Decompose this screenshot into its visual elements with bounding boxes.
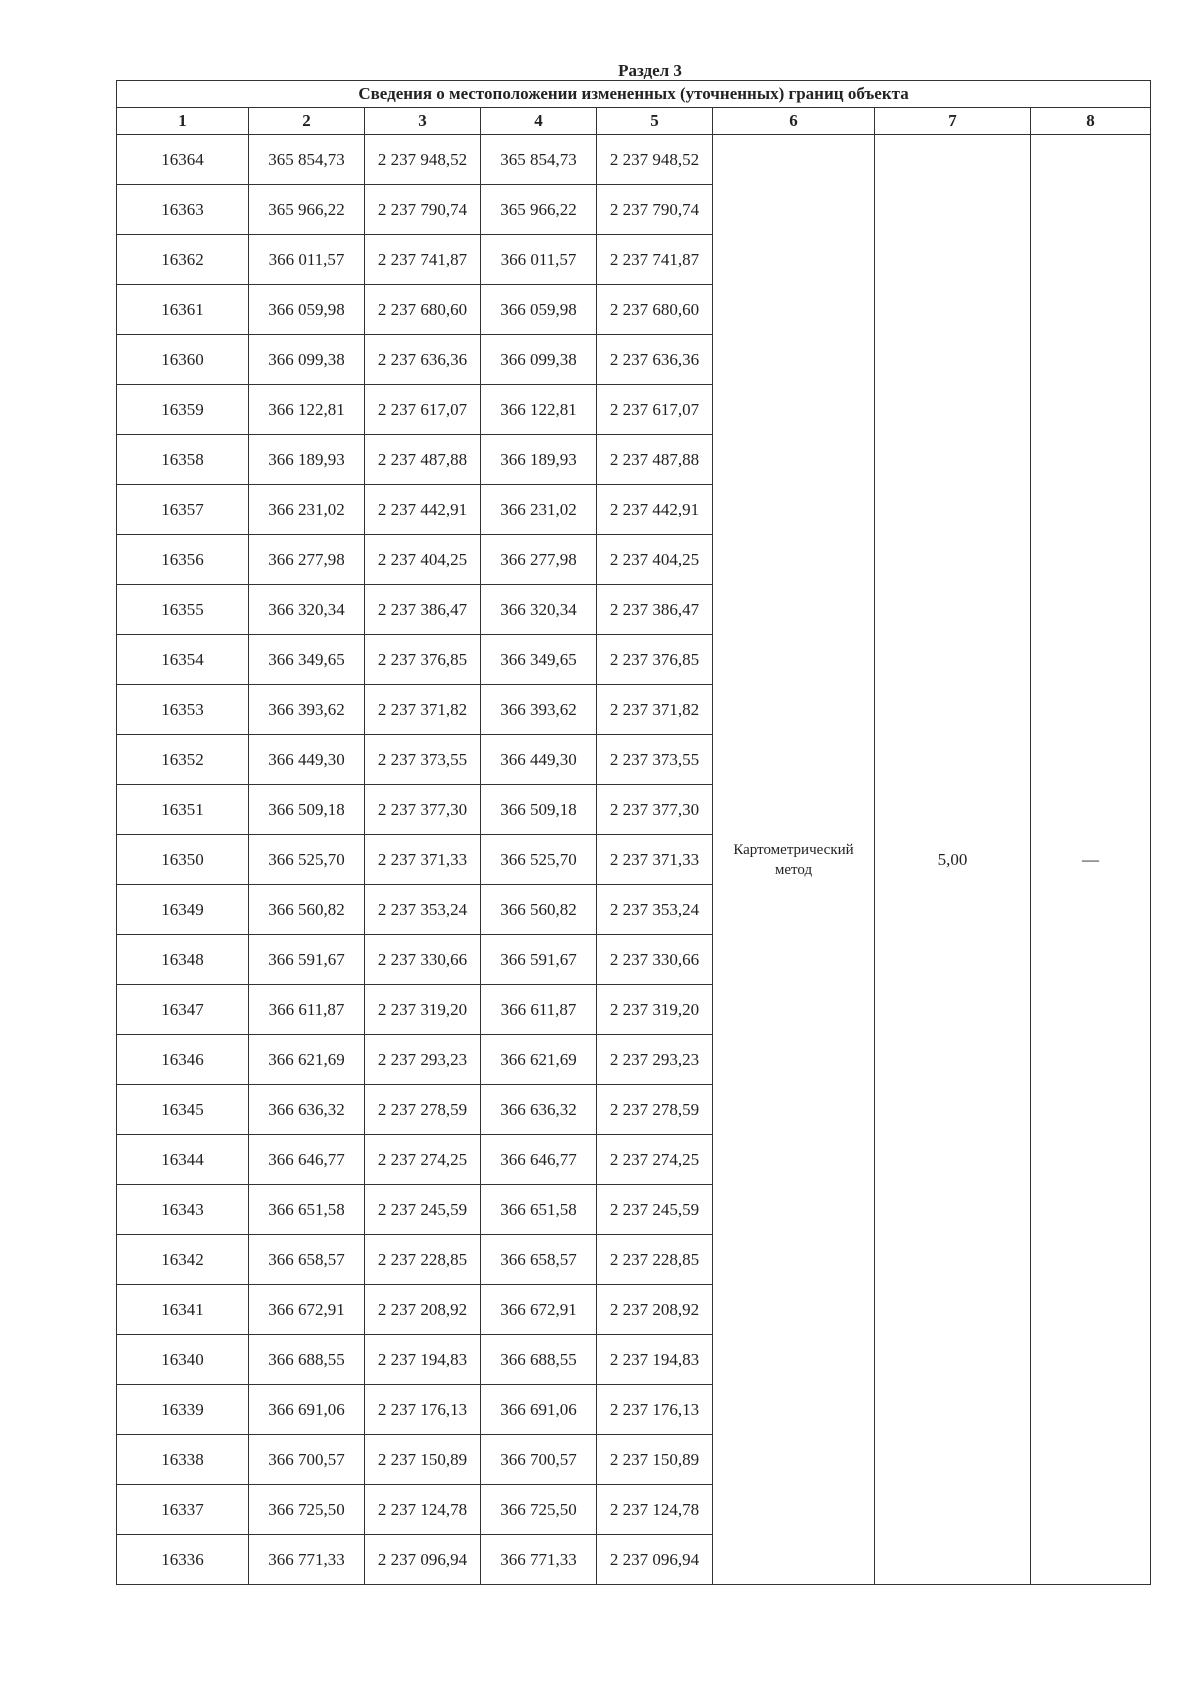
y-coordinate-new-cell: 2 237 376,85: [597, 635, 713, 685]
x-coordinate-new-cell: 366 672,91: [481, 1285, 597, 1335]
y-coordinate-new-cell: 2 237 124,78: [597, 1485, 713, 1535]
x-coordinate-cell: 365 966,22: [249, 185, 365, 235]
y-coordinate-cell: 2 237 330,66: [365, 935, 481, 985]
column-header-5: 5: [597, 108, 713, 135]
point-number-cell: 16363: [117, 185, 249, 235]
y-coordinate-new-cell: 2 237 371,82: [597, 685, 713, 735]
y-coordinate-new-cell: 2 237 228,85: [597, 1235, 713, 1285]
x-coordinate-cell: 366 651,58: [249, 1185, 365, 1235]
x-coordinate-cell: 366 560,82: [249, 885, 365, 935]
column-header-7: 7: [875, 108, 1031, 135]
x-coordinate-cell: 366 231,02: [249, 485, 365, 535]
y-coordinate-new-cell: 2 237 636,36: [597, 335, 713, 385]
x-coordinate-new-cell: 366 349,65: [481, 635, 597, 685]
point-number-cell: 16358: [117, 435, 249, 485]
point-number-cell: 16352: [117, 735, 249, 785]
x-coordinate-new-cell: 366 691,06: [481, 1385, 597, 1435]
y-coordinate-cell: 2 237 373,55: [365, 735, 481, 785]
y-coordinate-cell: 2 237 124,78: [365, 1485, 481, 1535]
y-coordinate-new-cell: 2 237 150,89: [597, 1435, 713, 1485]
x-coordinate-new-cell: 366 099,38: [481, 335, 597, 385]
y-coordinate-cell: 2 237 096,94: [365, 1535, 481, 1585]
column-header-3: 3: [365, 108, 481, 135]
x-coordinate-cell: 366 277,98: [249, 535, 365, 585]
column-header-6: 6: [713, 108, 875, 135]
point-number-cell: 16361: [117, 285, 249, 335]
x-coordinate-cell: 366 122,81: [249, 385, 365, 435]
x-coordinate-cell: 366 725,50: [249, 1485, 365, 1535]
column-header-4: 4: [481, 108, 597, 135]
y-coordinate-cell: 2 237 208,92: [365, 1285, 481, 1335]
point-number-cell: 16337: [117, 1485, 249, 1535]
point-number-cell: 16355: [117, 585, 249, 635]
x-coordinate-new-cell: 366 700,57: [481, 1435, 597, 1485]
section-title: Раздел 3: [618, 61, 682, 80]
point-number-cell: 16348: [117, 935, 249, 985]
x-coordinate-new-cell: 365 966,22: [481, 185, 597, 235]
x-coordinate-new-cell: 366 277,98: [481, 535, 597, 585]
y-coordinate-cell: 2 237 353,24: [365, 885, 481, 935]
x-coordinate-cell: 366 509,18: [249, 785, 365, 835]
point-number-cell: 16360: [117, 335, 249, 385]
x-coordinate-cell: 366 700,57: [249, 1435, 365, 1485]
boundary-coordinates-table: [116, 80, 1151, 1585]
y-coordinate-cell: 2 237 293,23: [365, 1035, 481, 1085]
x-coordinate-new-cell: 365 854,73: [481, 135, 597, 185]
y-coordinate-cell: 2 237 377,30: [365, 785, 481, 835]
x-coordinate-new-cell: 366 525,70: [481, 835, 597, 885]
y-coordinate-new-cell: 2 237 353,24: [597, 885, 713, 935]
y-coordinate-new-cell: 2 237 386,47: [597, 585, 713, 635]
y-coordinate-new-cell: 2 237 487,88: [597, 435, 713, 485]
method-cell: Картометрический метод: [713, 135, 875, 1585]
x-coordinate-new-cell: 366 449,30: [481, 735, 597, 785]
y-coordinate-new-cell: 2 237 245,59: [597, 1185, 713, 1235]
point-number-cell: 16357: [117, 485, 249, 535]
x-coordinate-new-cell: 366 658,57: [481, 1235, 597, 1285]
x-coordinate-cell: 366 771,33: [249, 1535, 365, 1585]
point-number-cell: 16354: [117, 635, 249, 685]
y-coordinate-cell: 2 237 278,59: [365, 1085, 481, 1135]
x-coordinate-cell: 366 636,32: [249, 1085, 365, 1135]
x-coordinate-cell: 366 672,91: [249, 1285, 365, 1335]
x-coordinate-cell: 366 658,57: [249, 1235, 365, 1285]
x-coordinate-new-cell: 366 509,18: [481, 785, 597, 835]
point-number-cell: 16356: [117, 535, 249, 585]
x-coordinate-cell: 366 320,34: [249, 585, 365, 635]
y-coordinate-new-cell: 2 237 617,07: [597, 385, 713, 435]
x-coordinate-new-cell: 366 611,87: [481, 985, 597, 1035]
y-coordinate-new-cell: 2 237 293,23: [597, 1035, 713, 1085]
point-number-cell: 16351: [117, 785, 249, 835]
table-caption: Сведения о местоположении измененных (уточненных) границ объекта: [117, 81, 1151, 108]
point-number-cell: 16344: [117, 1135, 249, 1185]
x-coordinate-new-cell: 366 591,67: [481, 935, 597, 985]
y-coordinate-new-cell: 2 237 330,66: [597, 935, 713, 985]
x-coordinate-cell: 366 011,57: [249, 235, 365, 285]
y-coordinate-new-cell: 2 237 680,60: [597, 285, 713, 335]
x-coordinate-new-cell: 366 122,81: [481, 385, 597, 435]
x-coordinate-cell: 366 099,38: [249, 335, 365, 385]
y-coordinate-cell: 2 237 371,82: [365, 685, 481, 735]
y-coordinate-new-cell: 2 237 194,83: [597, 1335, 713, 1385]
point-number-cell: 16347: [117, 985, 249, 1035]
point-number-cell: 16359: [117, 385, 249, 435]
x-coordinate-cell: 366 611,87: [249, 985, 365, 1035]
x-coordinate-cell: 366 646,77: [249, 1135, 365, 1185]
y-coordinate-cell: 2 237 948,52: [365, 135, 481, 185]
y-coordinate-new-cell: 2 237 741,87: [597, 235, 713, 285]
point-number-cell: 16349: [117, 885, 249, 935]
y-coordinate-cell: 2 237 194,83: [365, 1335, 481, 1385]
x-coordinate-cell: 366 525,70: [249, 835, 365, 885]
y-coordinate-new-cell: 2 237 948,52: [597, 135, 713, 185]
x-coordinate-new-cell: 366 011,57: [481, 235, 597, 285]
y-coordinate-cell: 2 237 617,07: [365, 385, 481, 435]
x-coordinate-cell: 366 621,69: [249, 1035, 365, 1085]
x-coordinate-cell: 366 393,62: [249, 685, 365, 735]
x-coordinate-cell: 366 449,30: [249, 735, 365, 785]
x-coordinate-cell: 366 189,93: [249, 435, 365, 485]
y-coordinate-new-cell: 2 237 176,13: [597, 1385, 713, 1435]
x-coordinate-new-cell: 366 320,34: [481, 585, 597, 635]
y-coordinate-new-cell: 2 237 790,74: [597, 185, 713, 235]
x-coordinate-new-cell: 366 651,58: [481, 1185, 597, 1235]
description-cell: —: [1031, 135, 1151, 1585]
point-number-cell: 16338: [117, 1435, 249, 1485]
y-coordinate-new-cell: 2 237 096,94: [597, 1535, 713, 1585]
point-number-cell: 16350: [117, 835, 249, 885]
y-coordinate-cell: 2 237 442,91: [365, 485, 481, 535]
x-coordinate-new-cell: 366 059,98: [481, 285, 597, 335]
point-number-cell: 16343: [117, 1185, 249, 1235]
column-header-8: 8: [1031, 108, 1151, 135]
column-header-1: 1: [117, 108, 249, 135]
y-coordinate-cell: 2 237 245,59: [365, 1185, 481, 1235]
point-number-cell: 16353: [117, 685, 249, 735]
x-coordinate-new-cell: 366 636,32: [481, 1085, 597, 1135]
x-coordinate-new-cell: 366 231,02: [481, 485, 597, 535]
point-number-cell: 16339: [117, 1385, 249, 1435]
y-coordinate-cell: 2 237 371,33: [365, 835, 481, 885]
y-coordinate-new-cell: 2 237 373,55: [597, 735, 713, 785]
y-coordinate-new-cell: 2 237 278,59: [597, 1085, 713, 1135]
x-coordinate-new-cell: 366 189,93: [481, 435, 597, 485]
y-coordinate-new-cell: 2 237 442,91: [597, 485, 713, 535]
point-number-cell: 16342: [117, 1235, 249, 1285]
x-coordinate-cell: 366 591,67: [249, 935, 365, 985]
y-coordinate-cell: 2 237 404,25: [365, 535, 481, 585]
y-coordinate-cell: 2 237 790,74: [365, 185, 481, 235]
y-coordinate-new-cell: 2 237 377,30: [597, 785, 713, 835]
y-coordinate-cell: 2 237 228,85: [365, 1235, 481, 1285]
y-coordinate-cell: 2 237 636,36: [365, 335, 481, 385]
x-coordinate-new-cell: 366 725,50: [481, 1485, 597, 1535]
x-coordinate-cell: 366 059,98: [249, 285, 365, 335]
y-coordinate-new-cell: 2 237 371,33: [597, 835, 713, 885]
y-coordinate-new-cell: 2 237 208,92: [597, 1285, 713, 1335]
point-number-cell: 16364: [117, 135, 249, 185]
column-number-row: [117, 108, 1151, 135]
x-coordinate-new-cell: 366 646,77: [481, 1135, 597, 1185]
y-coordinate-cell: 2 237 376,85: [365, 635, 481, 685]
x-coordinate-cell: 366 691,06: [249, 1385, 365, 1435]
y-coordinate-cell: 2 237 150,89: [365, 1435, 481, 1485]
y-coordinate-cell: 2 237 386,47: [365, 585, 481, 635]
column-header-2: 2: [249, 108, 365, 135]
y-coordinate-cell: 2 237 680,60: [365, 285, 481, 335]
y-coordinate-cell: 2 237 741,87: [365, 235, 481, 285]
x-coordinate-new-cell: 366 393,62: [481, 685, 597, 735]
x-coordinate-new-cell: 366 560,82: [481, 885, 597, 935]
y-coordinate-cell: 2 237 319,20: [365, 985, 481, 1035]
y-coordinate-new-cell: 2 237 274,25: [597, 1135, 713, 1185]
x-coordinate-new-cell: 366 771,33: [481, 1535, 597, 1585]
point-number-cell: 16336: [117, 1535, 249, 1585]
point-number-cell: 16340: [117, 1335, 249, 1385]
accuracy-cell: 5,00: [875, 135, 1031, 1585]
y-coordinate-cell: 2 237 274,25: [365, 1135, 481, 1185]
x-coordinate-new-cell: 366 621,69: [481, 1035, 597, 1085]
table-body: [117, 135, 1151, 1585]
x-coordinate-cell: 365 854,73: [249, 135, 365, 185]
y-coordinate-new-cell: 2 237 319,20: [597, 985, 713, 1035]
x-coordinate-new-cell: 366 688,55: [481, 1335, 597, 1385]
x-coordinate-cell: 366 688,55: [249, 1335, 365, 1385]
y-coordinate-new-cell: 2 237 404,25: [597, 535, 713, 585]
point-number-cell: 16345: [117, 1085, 249, 1135]
y-coordinate-cell: 2 237 487,88: [365, 435, 481, 485]
x-coordinate-cell: 366 349,65: [249, 635, 365, 685]
table-row: [117, 135, 1151, 185]
point-number-cell: 16346: [117, 1035, 249, 1085]
point-number-cell: 16341: [117, 1285, 249, 1335]
y-coordinate-cell: 2 237 176,13: [365, 1385, 481, 1435]
point-number-cell: 16362: [117, 235, 249, 285]
